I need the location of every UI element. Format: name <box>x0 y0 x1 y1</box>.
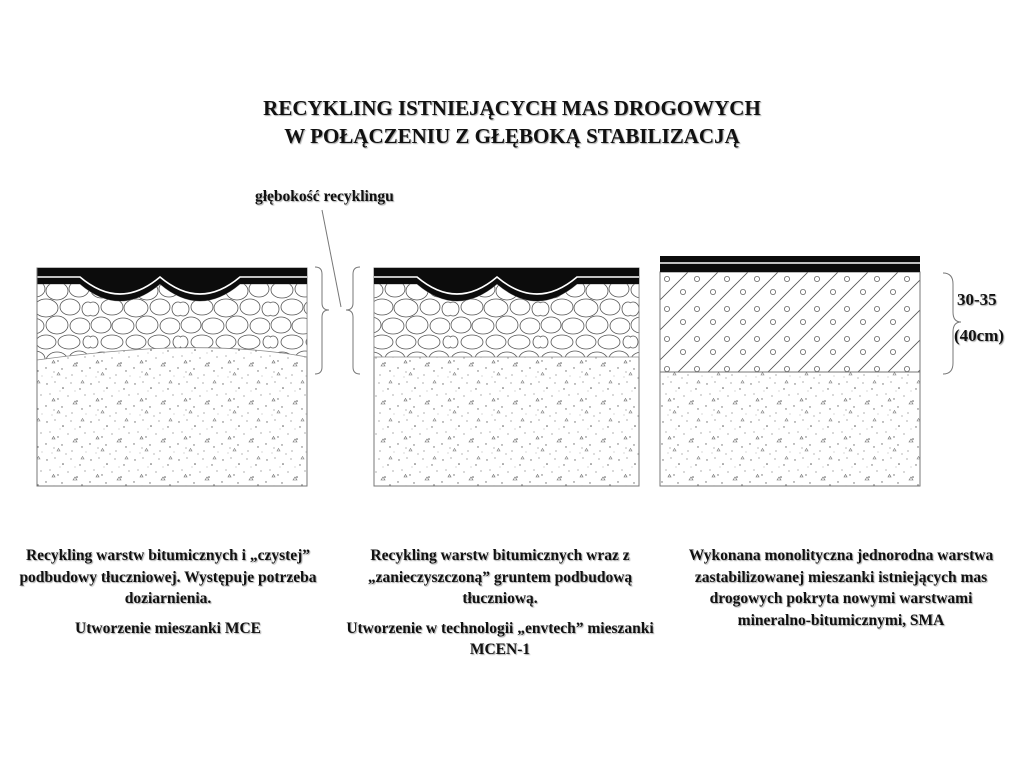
caption-3-description: Wykonana monolityczna jednorodna warstwa zastabilizowanej mieszanki istniejących mas drogowych pokryta nowymi warstwami mineralno-bitumicznymi, SMA <box>688 547 994 629</box>
depth-dimension-alt: (40cm) <box>954 326 1005 345</box>
cross-section-1-mce <box>37 268 307 486</box>
cross-section-2-mcen <box>374 268 639 486</box>
stabilized-mix-layer-3 <box>660 272 920 372</box>
depth-dimension-value: 30-35 <box>957 290 997 309</box>
caption-1-result: Utworzenie mieszanki MCE <box>75 619 261 637</box>
diagram-title-line-2: W POŁĄCZENIU Z GŁĘBOKĄ STABILIZACJĄ <box>284 124 740 148</box>
recycling-depth-label: głębokość recyklingu <box>255 188 394 205</box>
depth-label-leader-line <box>322 210 341 307</box>
caption-1-description: Recykling warstw bitumicznych i „czystej” podbudowy tłuczniowej. Występuje potrzeba doziarnienia. <box>19 547 317 607</box>
caption-section-1 <box>18 545 318 647</box>
diagram-title-line-1: RECYKLING ISTNIEJĄCYCH MAS DROGOWYCH <box>263 96 761 120</box>
caption-2-result: Utworzenie w technologii „envtech” mieszanki MCEN-1 <box>346 619 654 658</box>
caption-2-description: Recykling warstw bitumicznych wraz z „zanieczyszczoną” gruntem podbudową tłuczniową. <box>367 547 633 607</box>
new-sma-layer-3 <box>660 256 920 272</box>
caption-section-2 <box>337 545 663 669</box>
subgrade-soil-layer-3 <box>660 372 920 486</box>
contaminated-base-layer-2 <box>374 284 639 357</box>
caption-section-3 <box>683 545 999 639</box>
cross-section-3-stabilized <box>660 256 920 486</box>
